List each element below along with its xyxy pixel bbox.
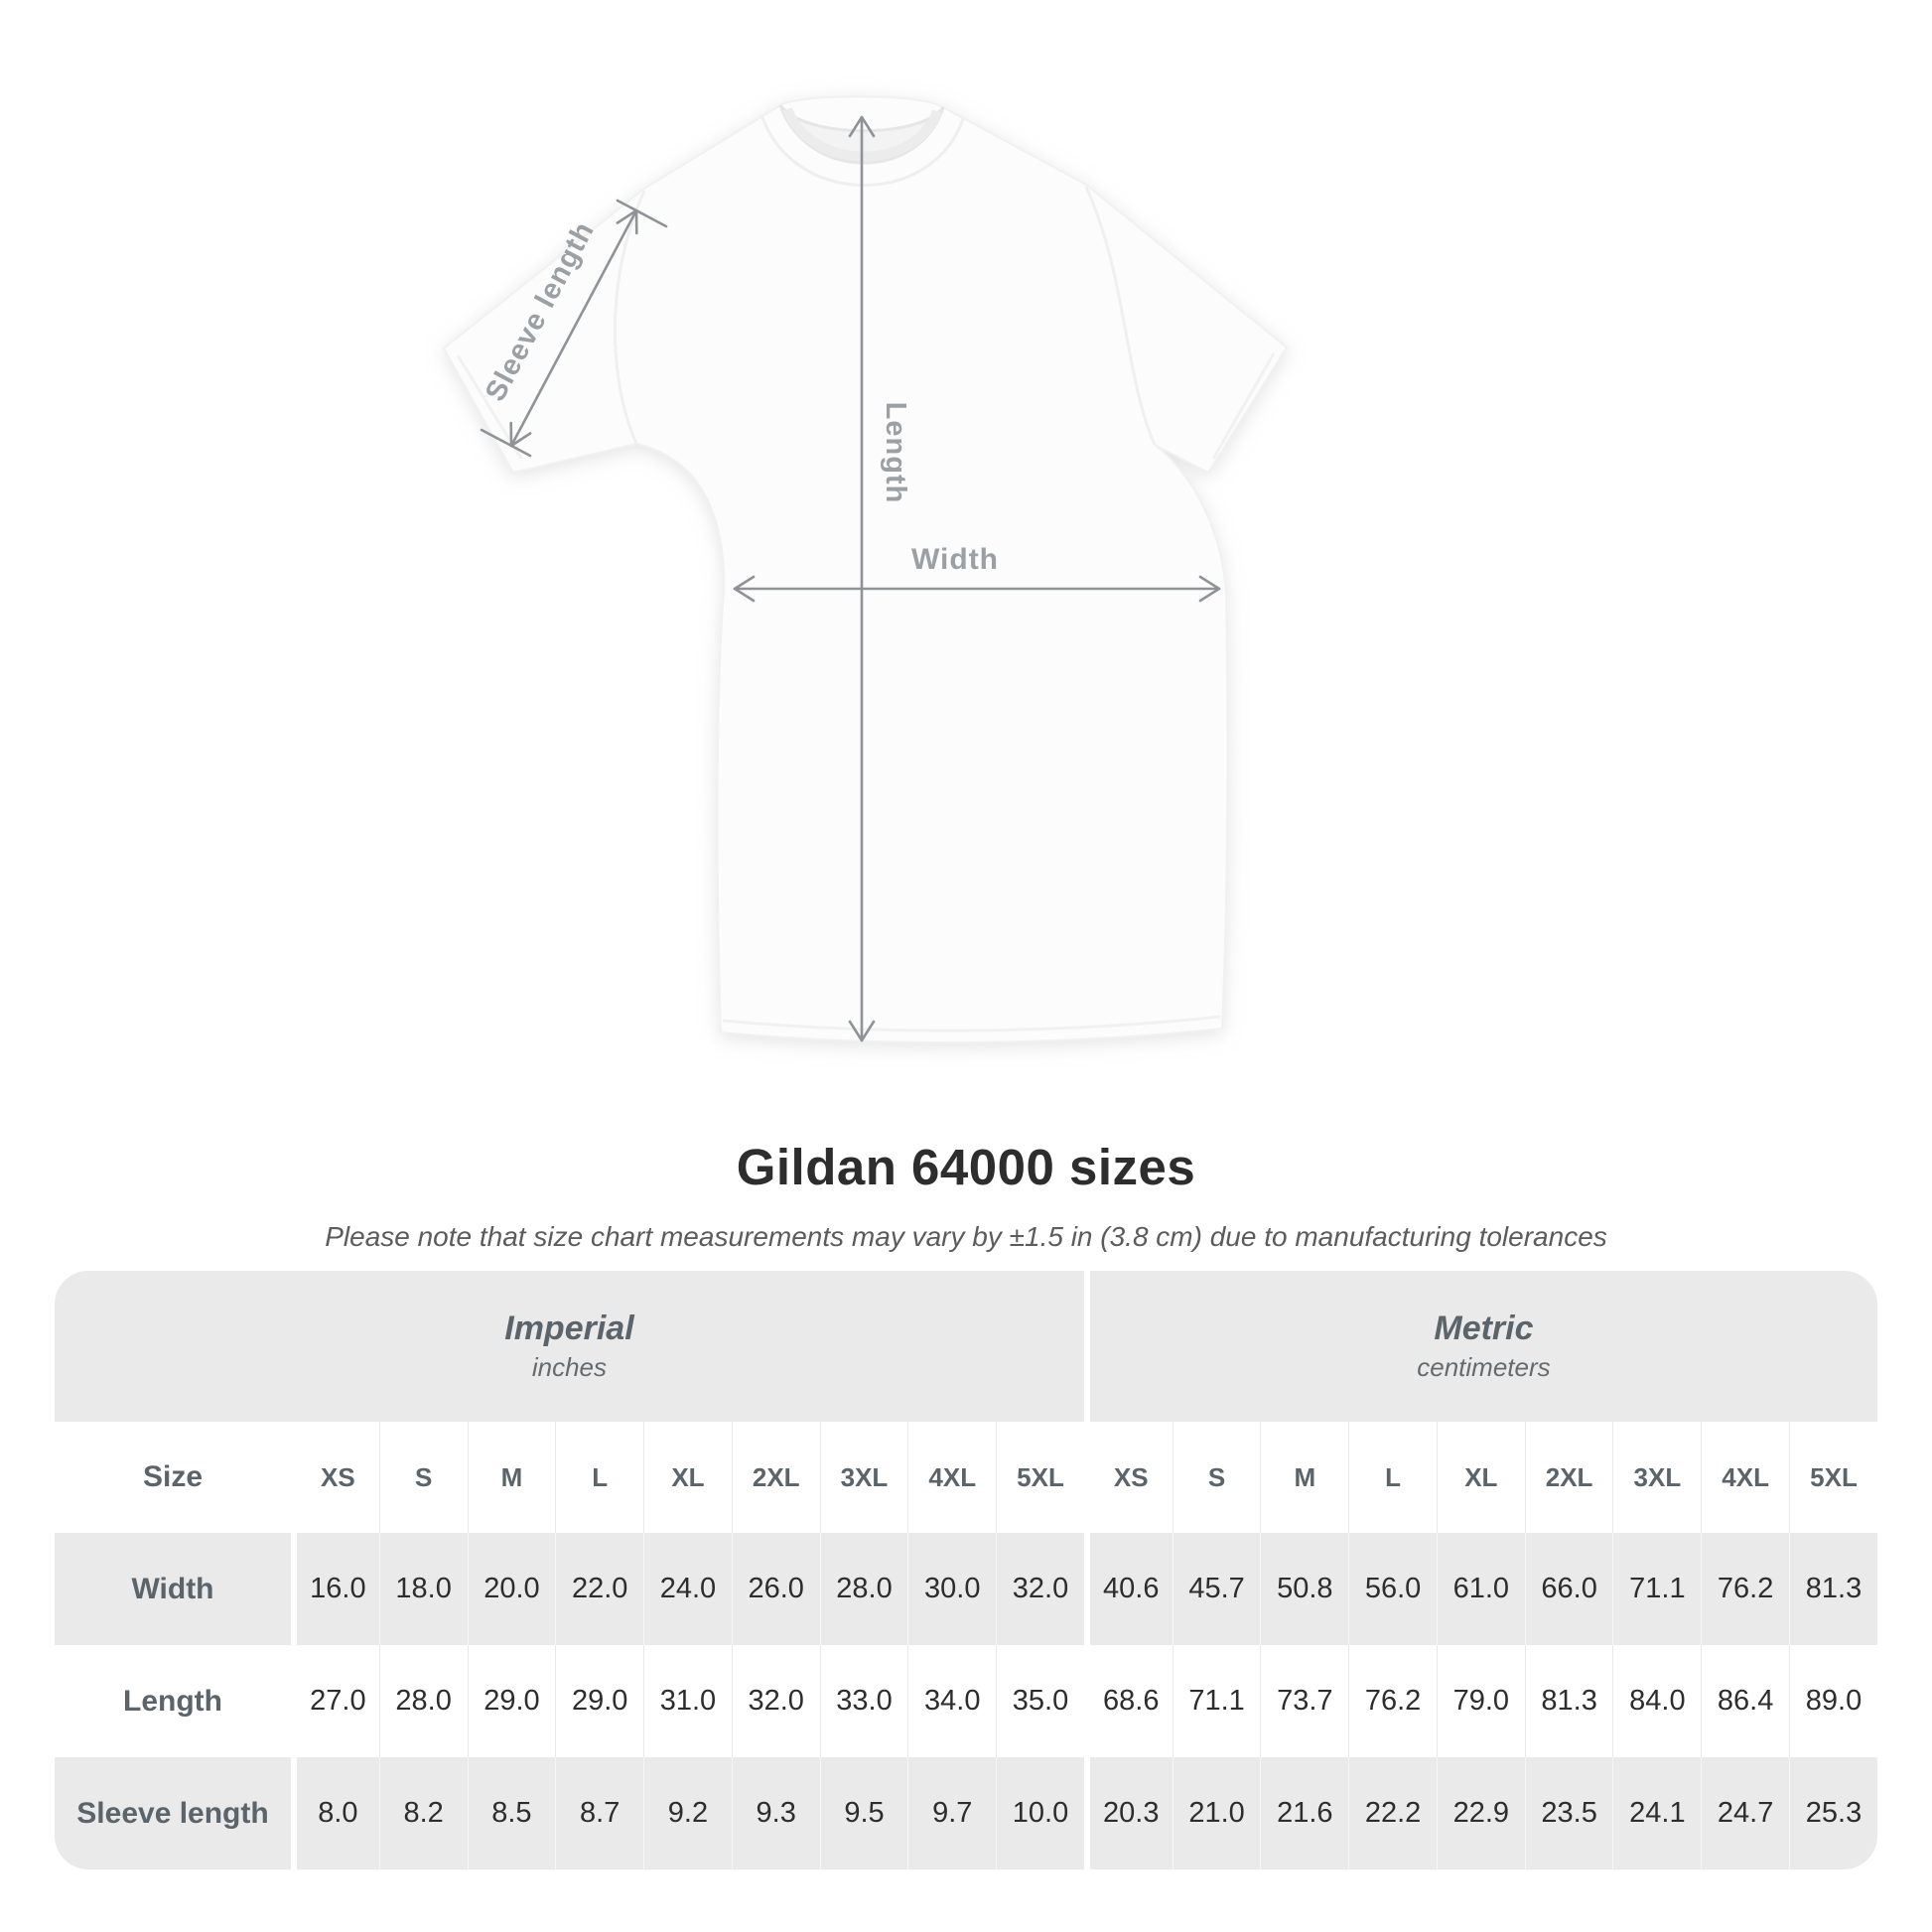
value-cell: 20.3 <box>1084 1757 1173 1869</box>
value-cell: 27.0 <box>291 1645 379 1757</box>
value-cell: 21.6 <box>1260 1757 1348 1869</box>
value-cell: 79.0 <box>1437 1645 1525 1757</box>
value-cell: 26.0 <box>732 1533 820 1645</box>
size-col-imperial-l: L <box>555 1422 643 1533</box>
value-cell: 29.0 <box>468 1645 556 1757</box>
size-col-metric-s: S <box>1173 1422 1261 1533</box>
row-label: Sleeve length <box>55 1757 291 1869</box>
value-cell: 71.1 <box>1612 1533 1701 1645</box>
measurement-row-width <box>55 1533 1877 1645</box>
size-col-metric-3xl: 3XL <box>1612 1422 1701 1533</box>
imperial-label: Imperial <box>504 1310 634 1348</box>
size-col-metric-m: M <box>1260 1422 1348 1533</box>
value-cell: 28.0 <box>379 1645 468 1757</box>
value-cell: 23.5 <box>1525 1757 1613 1869</box>
value-cell: 32.0 <box>732 1645 820 1757</box>
value-cell: 76.2 <box>1701 1533 1789 1645</box>
width-label: Width <box>910 543 1000 576</box>
size-col-imperial-m: M <box>468 1422 556 1533</box>
value-cell: 86.4 <box>1701 1645 1789 1757</box>
value-cell: 66.0 <box>1525 1533 1613 1645</box>
value-cell: 76.2 <box>1348 1645 1437 1757</box>
size-col-imperial-xs: XS <box>291 1422 379 1533</box>
page-subtitle: Please note that size chart measurements may vary by ±1.5 in (3.8 cm) due to manufacturing tolerances <box>325 1221 1607 1252</box>
size-col-imperial-xl: XL <box>643 1422 732 1533</box>
row-label: Length <box>55 1645 291 1757</box>
value-cell: 9.3 <box>732 1757 820 1869</box>
value-cell: 68.6 <box>1084 1645 1173 1757</box>
value-cell: 73.7 <box>1260 1645 1348 1757</box>
size-col-metric-xs: XS <box>1084 1422 1173 1533</box>
value-cell: 30.0 <box>907 1533 996 1645</box>
value-cell: 8.5 <box>468 1757 556 1869</box>
size-column-header: Size <box>142 1460 204 1493</box>
size-header-row <box>55 1422 1877 1533</box>
size-col-imperial-4xl: 4XL <box>907 1422 996 1533</box>
metric-units: centimeters <box>1417 1351 1551 1382</box>
unit-group-header-row <box>55 1271 1877 1422</box>
value-cell: 28.0 <box>820 1533 908 1645</box>
measurement-row-sleeve-length <box>55 1757 1877 1869</box>
measurement-row-length <box>55 1645 1877 1757</box>
value-cell: 9.2 <box>643 1757 732 1869</box>
size-col-metric-xl: XL <box>1437 1422 1525 1533</box>
value-cell: 18.0 <box>379 1533 468 1645</box>
value-cell: 61.0 <box>1437 1533 1525 1645</box>
value-cell: 20.0 <box>468 1533 556 1645</box>
value-cell: 71.1 <box>1173 1645 1261 1757</box>
value-cell: 8.7 <box>555 1757 643 1869</box>
value-cell: 8.0 <box>291 1757 379 1869</box>
sleeve-length-label: Sleeve length <box>479 215 602 407</box>
value-cell: 35.0 <box>996 1645 1084 1757</box>
value-cell: 34.0 <box>907 1645 996 1757</box>
value-cell: 24.7 <box>1701 1757 1789 1869</box>
value-cell: 29.0 <box>555 1645 643 1757</box>
size-col-imperial-5xl: 5XL <box>996 1422 1084 1533</box>
group-header-imperial <box>55 1271 1084 1422</box>
length-label: Length <box>880 401 911 504</box>
value-cell: 81.3 <box>1789 1533 1877 1645</box>
value-cell: 21.0 <box>1173 1757 1261 1869</box>
size-col-metric-2xl: 2XL <box>1525 1422 1613 1533</box>
size-table <box>55 1271 1877 1869</box>
value-cell: 8.2 <box>379 1757 468 1869</box>
value-cell: 16.0 <box>291 1533 379 1645</box>
size-col-imperial-3xl: 3XL <box>820 1422 908 1533</box>
value-cell: 22.2 <box>1348 1757 1437 1869</box>
value-cell: 31.0 <box>643 1645 732 1757</box>
value-cell: 25.3 <box>1789 1757 1877 1869</box>
value-cell: 33.0 <box>820 1645 908 1757</box>
value-cell: 45.7 <box>1173 1533 1261 1645</box>
group-header-metric <box>1084 1271 1877 1422</box>
value-cell: 9.5 <box>820 1757 908 1869</box>
value-cell: 84.0 <box>1612 1645 1701 1757</box>
value-cell: 10.0 <box>996 1757 1084 1869</box>
size-col-imperial-2xl: 2XL <box>732 1422 820 1533</box>
size-col-metric-l: L <box>1348 1422 1437 1533</box>
value-cell: 56.0 <box>1348 1533 1437 1645</box>
size-col-imperial-s: S <box>379 1422 468 1533</box>
value-cell: 32.0 <box>996 1533 1084 1645</box>
value-cell: 24.1 <box>1612 1757 1701 1869</box>
imperial-units: inches <box>531 1351 608 1382</box>
size-table-container <box>55 1271 1877 1869</box>
size-col-metric-4xl: 4XL <box>1701 1422 1789 1533</box>
value-cell: 81.3 <box>1525 1645 1613 1757</box>
size-col-metric-5xl: 5XL <box>1789 1422 1877 1533</box>
value-cell: 22.9 <box>1437 1757 1525 1869</box>
value-cell: 89.0 <box>1789 1645 1877 1757</box>
value-cell: 24.0 <box>643 1533 732 1645</box>
page-title: Gildan 64000 sizes <box>736 1139 1196 1195</box>
row-label: Width <box>55 1533 291 1645</box>
value-cell: 9.7 <box>907 1757 996 1869</box>
value-cell: 22.0 <box>555 1533 643 1645</box>
metric-label: Metric <box>1434 1310 1534 1348</box>
value-cell: 40.6 <box>1084 1533 1173 1645</box>
value-cell: 50.8 <box>1260 1533 1348 1645</box>
